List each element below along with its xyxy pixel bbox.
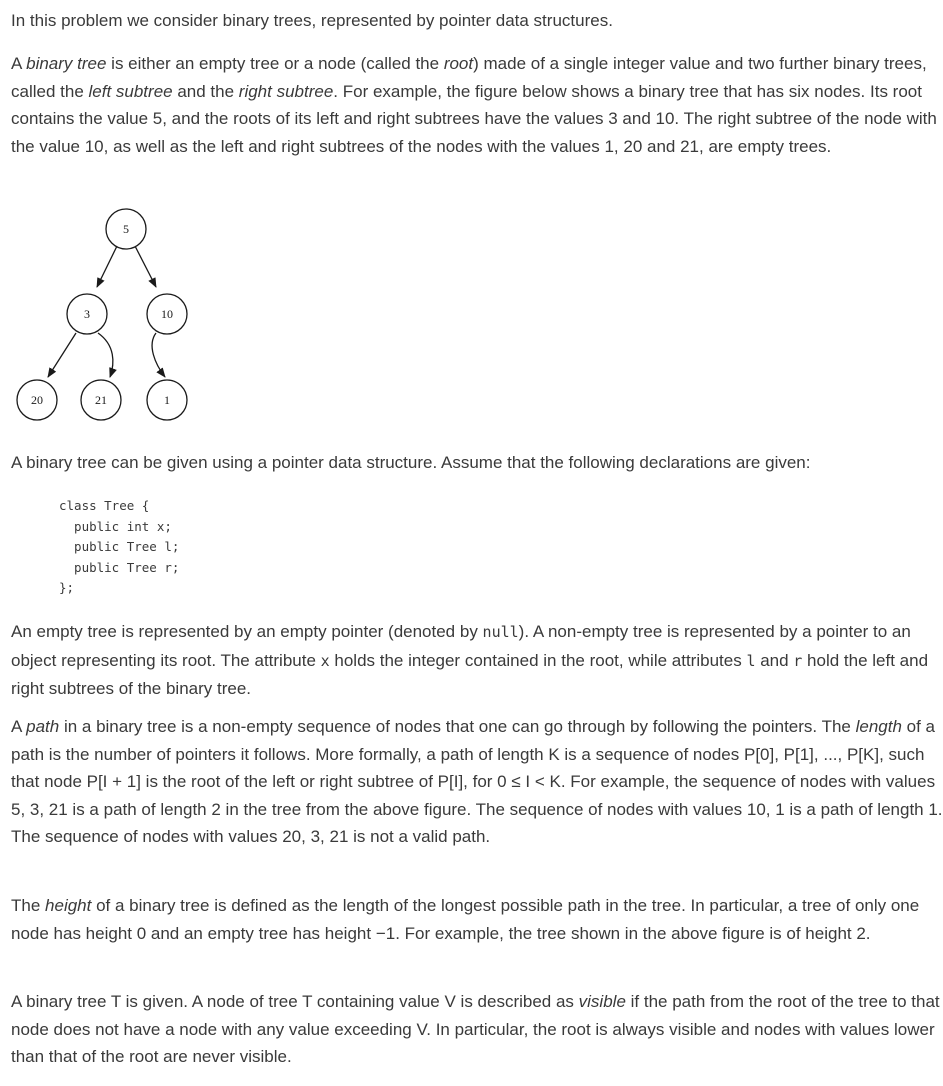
edge-10-1 [152,333,165,377]
edge-5-3 [97,246,117,287]
tree-node-20 [17,380,57,420]
length-term: length [855,717,902,736]
r-attribute-code: r [793,651,803,670]
height-term: height [45,896,92,915]
tree-node-10 [147,294,187,334]
visible-definition-paragraph: A binary tree T is given. A node of tree T containing value V is described as visible if the path from the root of the tree to that node does not have a node with any value exceeding V. In particular, the root is always visible and nodes with values lower than that of the root are never visible. [11,992,940,1066]
binary-tree-figure [11,201,211,431]
path-term: path [26,717,60,736]
svg-text:5: 5 [123,222,129,236]
right-subtree-term: right subtree [238,81,334,101]
svg-text:10: 10 [161,307,173,321]
tree-node-5 [106,209,146,249]
root-term: root [443,54,474,73]
visible-term: visible [578,992,626,1011]
intro-paragraph: In this problem we consider binary trees, represented by pointer data structures. [11,11,613,30]
binary-tree-definition: A binary tree is either an empty tree or a node (called the root) made of a single integer value and two further binary trees, called the left subtree and the right subtree. For example, the figure below shows a binary tree that has six nodes. Its root contains the value 5, and the roots of its left and right subtrees have the values 3 and 10. The right subtree of the node with the value 10, as well as the left and right subtrees of the nodes with the values 1, 20 and 21, are empty trees. [11,54,937,156]
tree-class-code-block: class Tree { public int x; public Tree l; public Tree r; }; [59,498,180,595]
height-definition-paragraph: The height of a binary tree is defined as the length of the longest possible path in the tree. In particular, a tree of only one node has height 0 and an empty tree has height −1. For example, the tree shown in the above figure is of height 2. [11,896,920,943]
svg-text:1: 1 [164,393,170,407]
tree-node-1 [147,380,187,420]
x-attribute-code: x [320,651,330,670]
representation-paragraph: An empty tree is represented by an empty pointer (denoted by null). A non-empty tree is represented by a pointer to an object representing its root. The attribute x holds the integer contained in the root, while attributes l and r hold the left and right subtrees of the binary tree. [11,622,929,698]
svg-text:20: 20 [31,393,43,407]
svg-text:3: 3 [84,307,90,321]
edge-3-21 [98,333,113,377]
pointer-structure-intro: A binary tree can be given using a pointer data structure. Assume that the following declarations are given: [11,453,811,472]
edge-3-20 [48,333,76,377]
edge-5-10 [135,246,156,287]
null-code: null [482,623,519,641]
left-subtree-term: left subtree [88,81,173,101]
l-attribute-code: l [746,651,756,670]
tree-node-21 [81,380,121,420]
path-definition-paragraph: A path in a binary tree is a non-empty sequence of nodes that one can go through by following the pointers. The length of a path is the number of pointers it follows. More formally, a path of length K is a sequence of nodes P[0], P[1], ..., P[K], such that node P[I + 1] is the root of the left or right subtree of P[I], for 0 ≤ I < K. For example, the sequence of nodes with values 5, 3, 21 is a path of length 2 in the tree from the above figure. The sequence of nodes with values 10, 1 is a path of length 1. The sequence of nodes with values 20, 3, 21 is not a valid path. [11,717,943,846]
svg-text:21: 21 [95,393,107,407]
tree-node-3 [67,294,107,334]
binary-tree-term: binary tree [26,54,107,73]
